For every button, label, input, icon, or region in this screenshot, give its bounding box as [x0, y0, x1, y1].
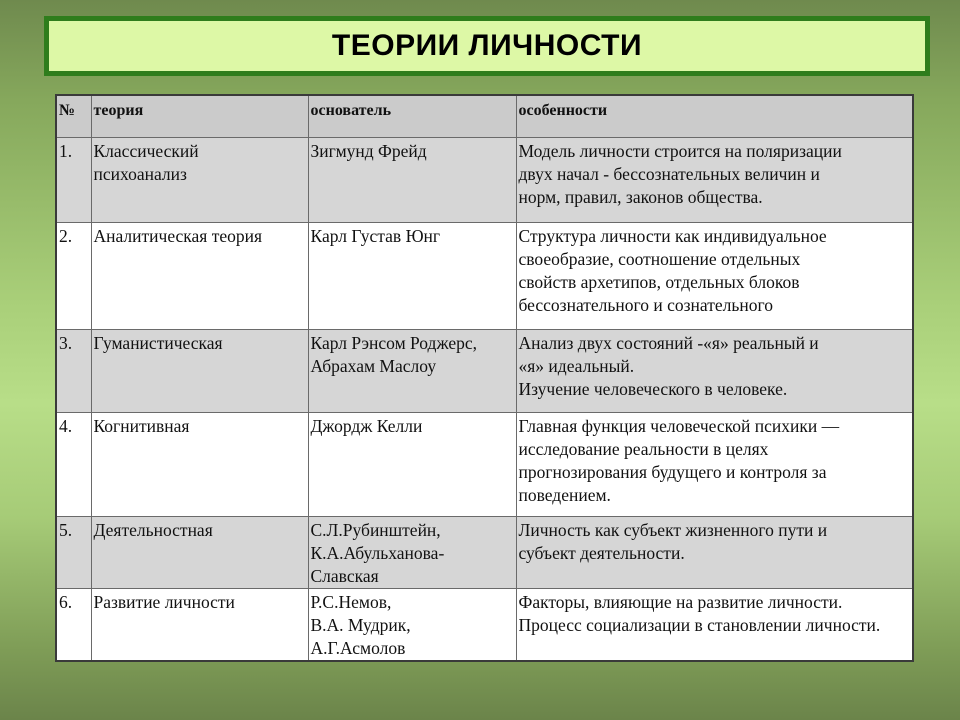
header-theory: теория [91, 95, 308, 138]
founder-cell [308, 138, 516, 223]
theory-cell [91, 330, 308, 413]
theory-text: Гуманистическая [93, 333, 223, 353]
row-number-text: 1. [59, 141, 73, 161]
row-number [56, 138, 91, 223]
features-cell [516, 223, 913, 330]
features-cell [516, 413, 913, 517]
table-row [56, 413, 913, 517]
header-number: № [56, 95, 91, 138]
header-features: особенности [516, 95, 913, 138]
row-number-text: 2. [59, 226, 73, 246]
theory-cell [91, 413, 308, 517]
theory-text: Классический психоанализ [93, 141, 199, 184]
features-text: Анализ двух состояний -«я» реальный и «я» идеальный. Изучение человеческого в человеке. [518, 333, 819, 399]
theory-cell [91, 589, 308, 662]
theory-cell [91, 517, 308, 589]
table-row [56, 138, 913, 223]
page-title: ТЕОРИИ ЛИЧНОСТИ [331, 29, 643, 62]
features-cell [516, 330, 913, 413]
title-banner [44, 16, 930, 76]
row-number [56, 330, 91, 413]
header-founder: основатель [308, 95, 516, 138]
founder-cell [308, 223, 516, 330]
theory-cell [91, 223, 308, 330]
row-number [56, 223, 91, 330]
row-number-text: 5. [59, 520, 73, 540]
table-row [56, 589, 913, 662]
table-row [56, 223, 913, 330]
founder-text: Р.С.Немов, В.А. Мудрик, А.Г.Асмолов [310, 592, 411, 658]
theory-text: Развитие личности [93, 592, 235, 612]
founder-text: Джордж Келли [310, 416, 423, 436]
founder-cell [308, 413, 516, 517]
row-number [56, 589, 91, 662]
features-cell [516, 589, 913, 662]
row-number-text: 6. [59, 592, 73, 612]
row-number-text: 3. [59, 333, 73, 353]
table-header-row [56, 95, 913, 138]
features-text: Модель личности строится на поляризации двух начал - бессознательных величин и норм, правил, законов общества. [518, 141, 842, 207]
founder-text: С.Л.Рубинштейн, К.А.Абульханова- Славская [310, 520, 445, 586]
founder-text: Карл Рэнсом Роджерс, Абрахам Маслоу [310, 333, 477, 376]
theory-text: Аналитическая теория [93, 226, 263, 246]
row-number-text: 4. [59, 416, 73, 436]
theory-text: Деятельностная [93, 520, 213, 540]
theory-cell [91, 138, 308, 223]
features-cell [516, 138, 913, 223]
features-text: Структура личности как индивидуальное своеобразие, соотношение отдельных свойств архетипов, отдельных блоков бессознательного и сознательного [518, 226, 827, 315]
features-text: Личность как субъект жизненного пути и субъект деятельности. [518, 520, 828, 563]
founder-text: Карл Густав Юнг [310, 226, 441, 246]
features-text: Главная функция человеческой психики — исследование реальности в целях прогнозирования будущего и контроля за поведением. [518, 416, 840, 505]
row-number [56, 517, 91, 589]
features-text: Факторы, влияющие на развитие личности. Процесс социализации в становлении личности. [518, 592, 881, 635]
founder-cell [308, 330, 516, 413]
founder-cell [308, 589, 516, 662]
theory-text: Когнитивная [93, 416, 190, 436]
table-row [56, 330, 913, 413]
theories-table [55, 94, 914, 662]
row-number [56, 413, 91, 517]
founder-cell [308, 517, 516, 589]
table-row [56, 517, 913, 589]
features-cell [516, 517, 913, 589]
founder-text: Зигмунд Фрейд [310, 141, 427, 161]
